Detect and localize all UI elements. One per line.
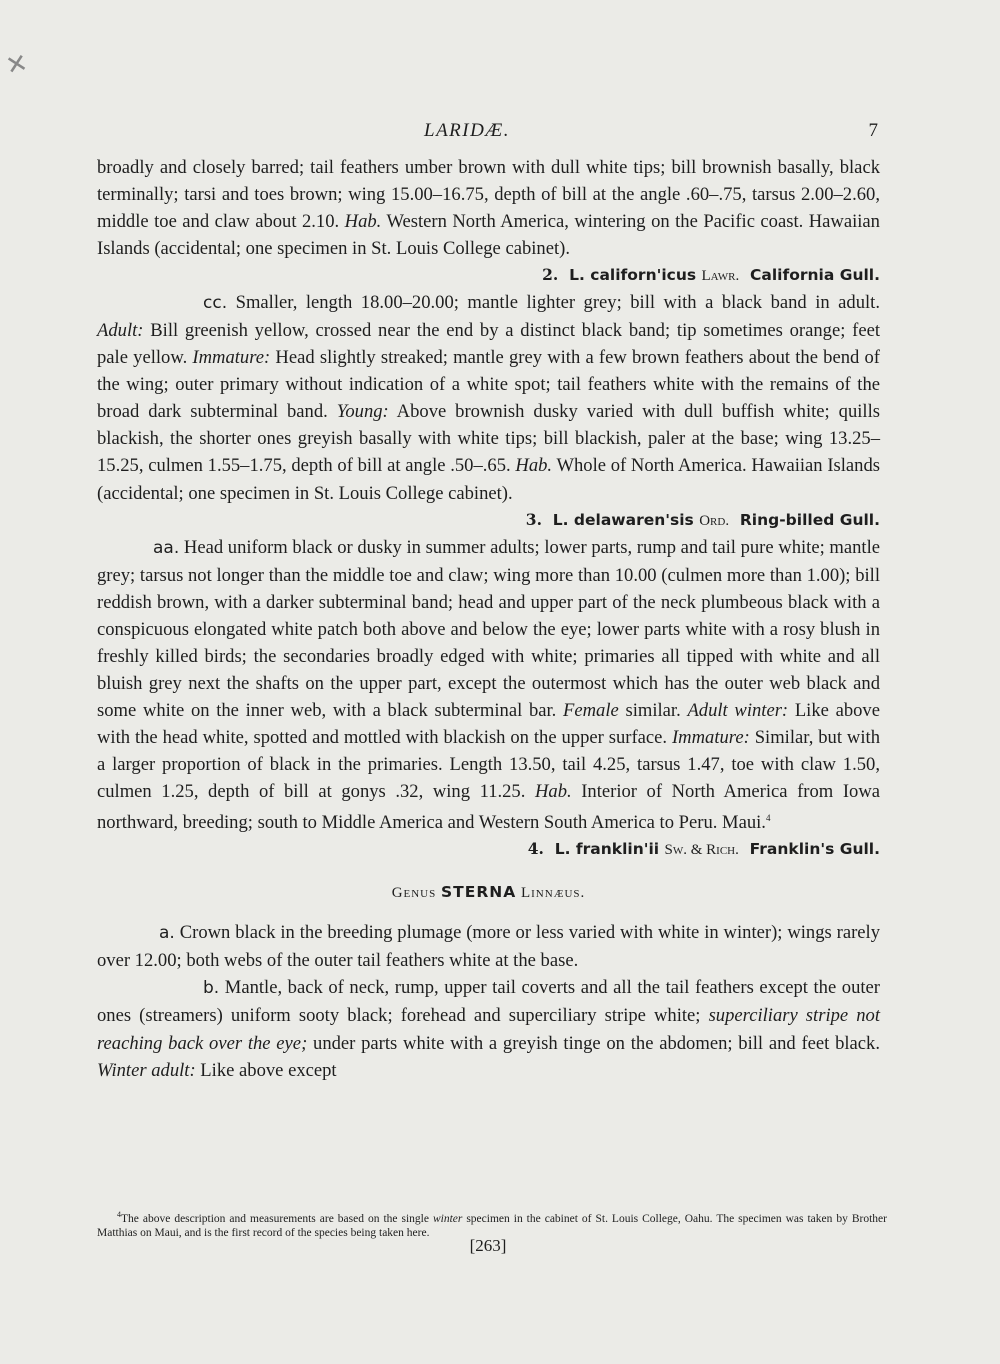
species-name: L. californ'icus: [569, 266, 697, 285]
species-line-delawarensis: 3. L. delawaren'sis Ord. Ring-billed Gull.: [525, 509, 880, 529]
genus-heading: Genus STERNA Linnæus.: [391, 883, 586, 902]
plate-number: [263]: [469, 1236, 507, 1255]
running-head: [0, 120, 1000, 144]
running-title: LARIDÆ.: [424, 120, 510, 141]
paragraph-sterna-b: b. Mantle, back of neck, rump, upper tail coverts and all the tail feathers except the outer ones (streamers) uniform sooty black; forehead and superciliary stripe white; superciliary stripe not reaching back over the eye; under parts white with a greyish tinge on the abdomen; bill and feet black. Winter adult: Like above except: [97, 977, 880, 1081]
page-number: 7: [868, 120, 878, 141]
species-authority: Ord.: [699, 512, 730, 529]
genus-name: STERNA: [441, 883, 517, 902]
species-line-franklinii: 4. L. franklin'ii Sw. & Rich. Franklin's Gull.: [527, 839, 880, 859]
paragraph-sterna-a: a. Crown black in the breeding plumage (more or less varied with white in winter); wings rarely over 12.00; both webs of the outer tail feathers white at the base.: [97, 922, 880, 972]
paragraph-delawarensis: cc. Smaller, length 18.00–20.00; mantle lighter grey; bill with a black band in adult. Adult: Bill greenish yellow, crossed near the end by a distinct black band; tip sometimes orange; feet pale yellow. Immature: Head slightly streaked; mantle grey with a few brown feathers about the bend of the wing; outer primary without indication of a white spot; tail feathers white with the remains of the broad dark subterminal band. Young: Above brownish dusky varied with dull buffish white; quills blackish, the shorter ones greyish basally with white tips; bill blackish, paler at the base; wing 13.25–15.25, culmen 1.55–1.75, depth of bill at angle .50–.65. Hab. Whole of North America. Hawaiian Islands (accidental; one specimen in St. Louis College cabinet).: [97, 292, 880, 504]
paragraph-californicus: broadly and closely barred; tail feathers umber brown with dull white tips; bill brownish basally, black terminally; tarsi and toes brown; wing 15.00–16.75, depth of bill at the angle .60–.75, tarsus 2.00–2.60, middle toe and claw about 2.10. Hab. Western North America, wintering on the Pacific coast. Hawaiian Islands (accidental; one specimen in St. Louis College cabinet).: [97, 157, 880, 260]
key-marker: cc.: [203, 293, 228, 314]
footnote-ref: 4: [765, 813, 771, 824]
species-line-californicus: 2. L. californ'icus Lawr. California Gull.: [542, 265, 880, 285]
key-marker: a.: [159, 923, 175, 944]
hab-label: Hab.: [534, 780, 572, 802]
footnote-marker: 4: [117, 1210, 121, 1219]
footnote: $^4$The above description and measurements are based on the single winter specimen in the cabinet of St. Louis College, Oahu. The specimen was taken by Brother Matthias on Maui, and is the first record of the species being taken here.: [97, 1210, 887, 1240]
body-text: [97, 154, 880, 1084]
scan-mark: ✕: [3, 48, 31, 81]
common-name: Ring-billed Gull.: [739, 510, 880, 529]
paragraph-franklinii: aa. Head uniform black or dusky in summer adults; lower parts, rump and tail pure white; mantle grey; tarsus not longer than the middle toe and claw; wing more than 10.00 (culmen more than 1.00); bill reddish brown, with a darker subterminal band; head and upper part of the neck plumbeous black with a conspicuous elongated white patch both above and below the eye; lower parts white with a rosy blush in freshly killed birds; the secondaries broadly edged with white; primaries all tipped with white and all bluish grey next the shafts on the upper part, except the outermost which has the outer web black and some white on the inner web, with a black subterminal bar. Female similar. Adult winter: Like above with the head white, spotted and mottled with blackish on the upper surface. Immature: Similar, but with a larger proportion of black in the primaries. Length 13.50, tail 4.25, tarsus 1.47, toe with claw 1.50, culmen 1.25, depth of bill at gonys .32, wing 11.25. Hab. Interior of North America from Iowa northward, breeding; south to Middle America and Western South America to Peru. Maui.$^4$: [97, 536, 880, 834]
species-authority: Sw. & Rich.: [664, 842, 739, 859]
common-name: California Gull.: [750, 266, 880, 285]
hab-label: Hab.: [344, 211, 382, 233]
species-name: L. delawaren'sis: [552, 510, 694, 529]
hab-label: Hab.: [515, 455, 553, 477]
species-name: L. franklin'ii: [554, 840, 660, 859]
common-name: Franklin's Gull.: [749, 840, 880, 859]
species-authority: Lawr.: [701, 268, 740, 285]
key-marker: b.: [203, 978, 220, 999]
key-marker: aa.: [153, 537, 180, 558]
